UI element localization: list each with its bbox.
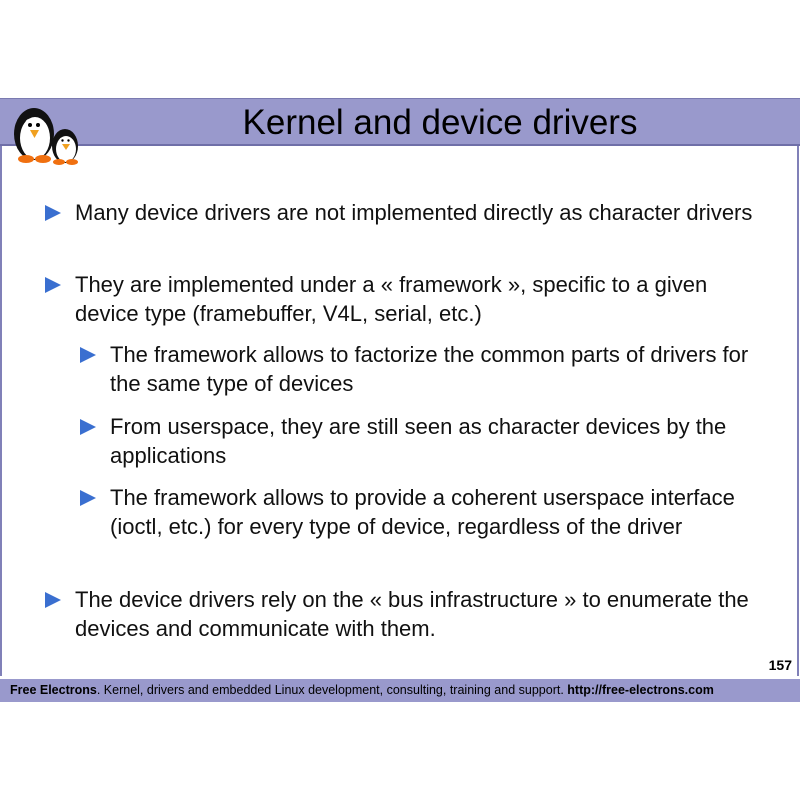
sub-bullet-text: From userspace, they are still seen as character devices by the applications	[110, 414, 727, 468]
footer-description: . Kernel, drivers and embedded Linux development, consulting, training and support.	[96, 683, 568, 697]
page-number: 157	[768, 657, 792, 673]
sub-bullet-item	[110, 483, 780, 541]
frame-border-right	[797, 146, 799, 676]
sub-bullet-text: The framework allows to provide a coherent userspace interface (ioctl, etc.) for every type of device, regardless of the driver	[110, 485, 735, 539]
slide-title: Kernel and device drivers	[242, 103, 638, 142]
bullet-arrow-icon	[45, 592, 61, 608]
sub-bullet-arrow-icon	[80, 419, 96, 435]
bullet-text: They are implemented under a « framework », specific to a given device type (framebuffer, V4L, serial, etc.)	[75, 272, 708, 326]
bullet-arrow-icon	[45, 205, 61, 221]
bullet-item	[75, 198, 775, 227]
sub-bullet-item	[110, 412, 780, 470]
footer-bar	[0, 679, 800, 702]
footer-brand: Free Electrons	[10, 683, 97, 697]
bullet-item	[75, 585, 775, 643]
penguins-logo-icon	[8, 98, 88, 168]
bullet-text: The device drivers rely on the « bus infrastructure » to enumerate the devices and communicate with them.	[75, 587, 749, 641]
footer-url-link[interactable]: http://free-electrons.com	[567, 683, 714, 697]
sub-bullet-arrow-icon	[80, 347, 96, 363]
bullet-arrow-icon	[45, 277, 61, 293]
sub-bullet-item	[110, 340, 780, 398]
bullet-item	[75, 270, 775, 328]
frame-border-left	[0, 146, 2, 676]
sub-bullet-arrow-icon	[80, 490, 96, 506]
bullet-text: Many device drivers are not implemented directly as character drivers	[75, 200, 753, 225]
sub-bullet-text: The framework allows to factorize the common parts of drivers for the same type of devices	[110, 342, 749, 396]
